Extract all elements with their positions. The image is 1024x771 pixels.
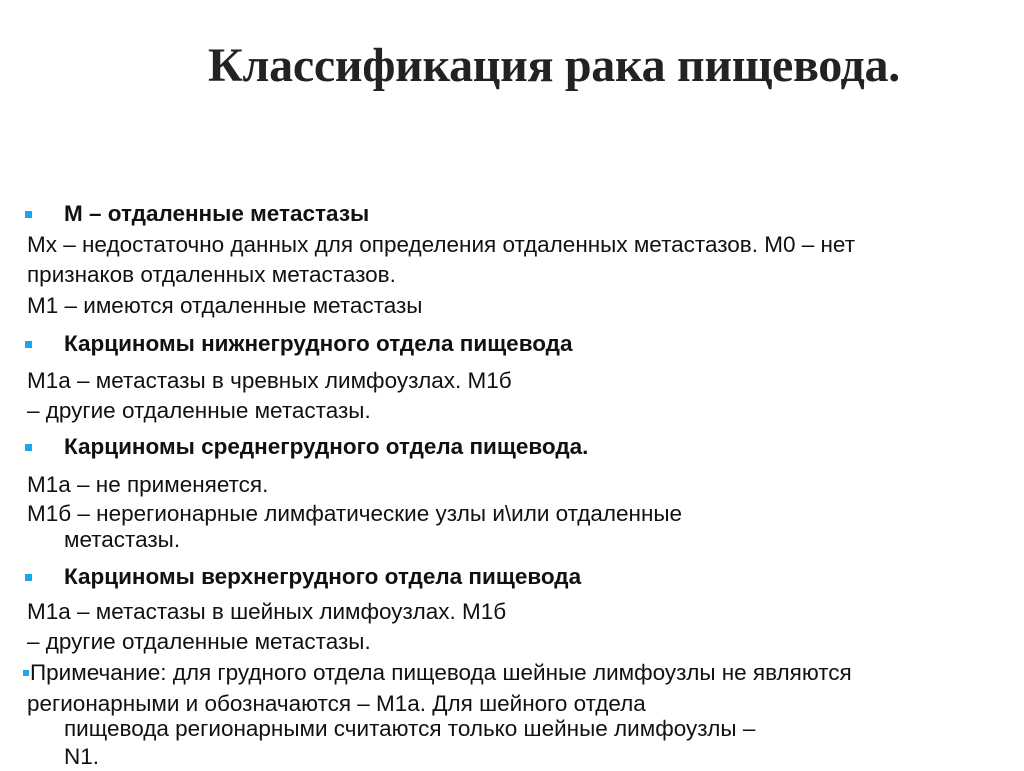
slide-title: Классификация рака пищевода. xyxy=(208,39,900,92)
section-line: М1а – метастазы в шейных лимфоузлах. М1б xyxy=(27,599,507,624)
note-line: N1. xyxy=(64,744,100,769)
note-text: Примечание: для грудного отдела пищевода шейные лимфоузлы не являются xyxy=(30,660,852,685)
bullet-square-icon xyxy=(25,341,32,348)
section-heading-lower-thoracic: Карциномы нижнегрудного отдела пищевода xyxy=(64,331,573,356)
note-line xyxy=(23,659,852,687)
bullet-square-icon xyxy=(23,670,29,676)
section-line: – другие отдаленные метастазы. xyxy=(27,629,371,654)
section-heading-m: М – отдаленные метастазы xyxy=(64,201,370,226)
section-heading-middle-thoracic: Карциномы среднегрудного отдела пищевода. xyxy=(64,434,589,459)
section-line: М1а – не применяется. xyxy=(27,472,269,497)
bullet-square-icon xyxy=(25,574,32,581)
note-line: пищевода регионарными считаются только шейные лимфоузлы – xyxy=(64,716,756,741)
section-line: Мх – недостаточно данных для определения отдаленных метастазов. М0 – нет xyxy=(27,232,856,257)
section-line: М1 – имеются отдаленные метастазы xyxy=(27,293,423,318)
section-line: метастазы. xyxy=(64,527,181,552)
section-line: М1б – нерегионарные лимфатические узлы и\или отдаленные xyxy=(27,501,683,526)
note-line: регионарными и обозначаются – М1а. Для шейного отдела xyxy=(27,691,646,716)
bullet-square-icon xyxy=(25,444,32,451)
section-heading-upper-thoracic: Карциномы верхнегрудного отдела пищевода xyxy=(64,564,582,589)
bullet-square-icon xyxy=(25,211,32,218)
section-line: М1а – метастазы в чревных лимфоузлах. М1б xyxy=(27,368,512,393)
section-line: – другие отдаленные метастазы. xyxy=(27,398,371,423)
section-line: признаков отдаленных метастазов. xyxy=(27,262,396,287)
